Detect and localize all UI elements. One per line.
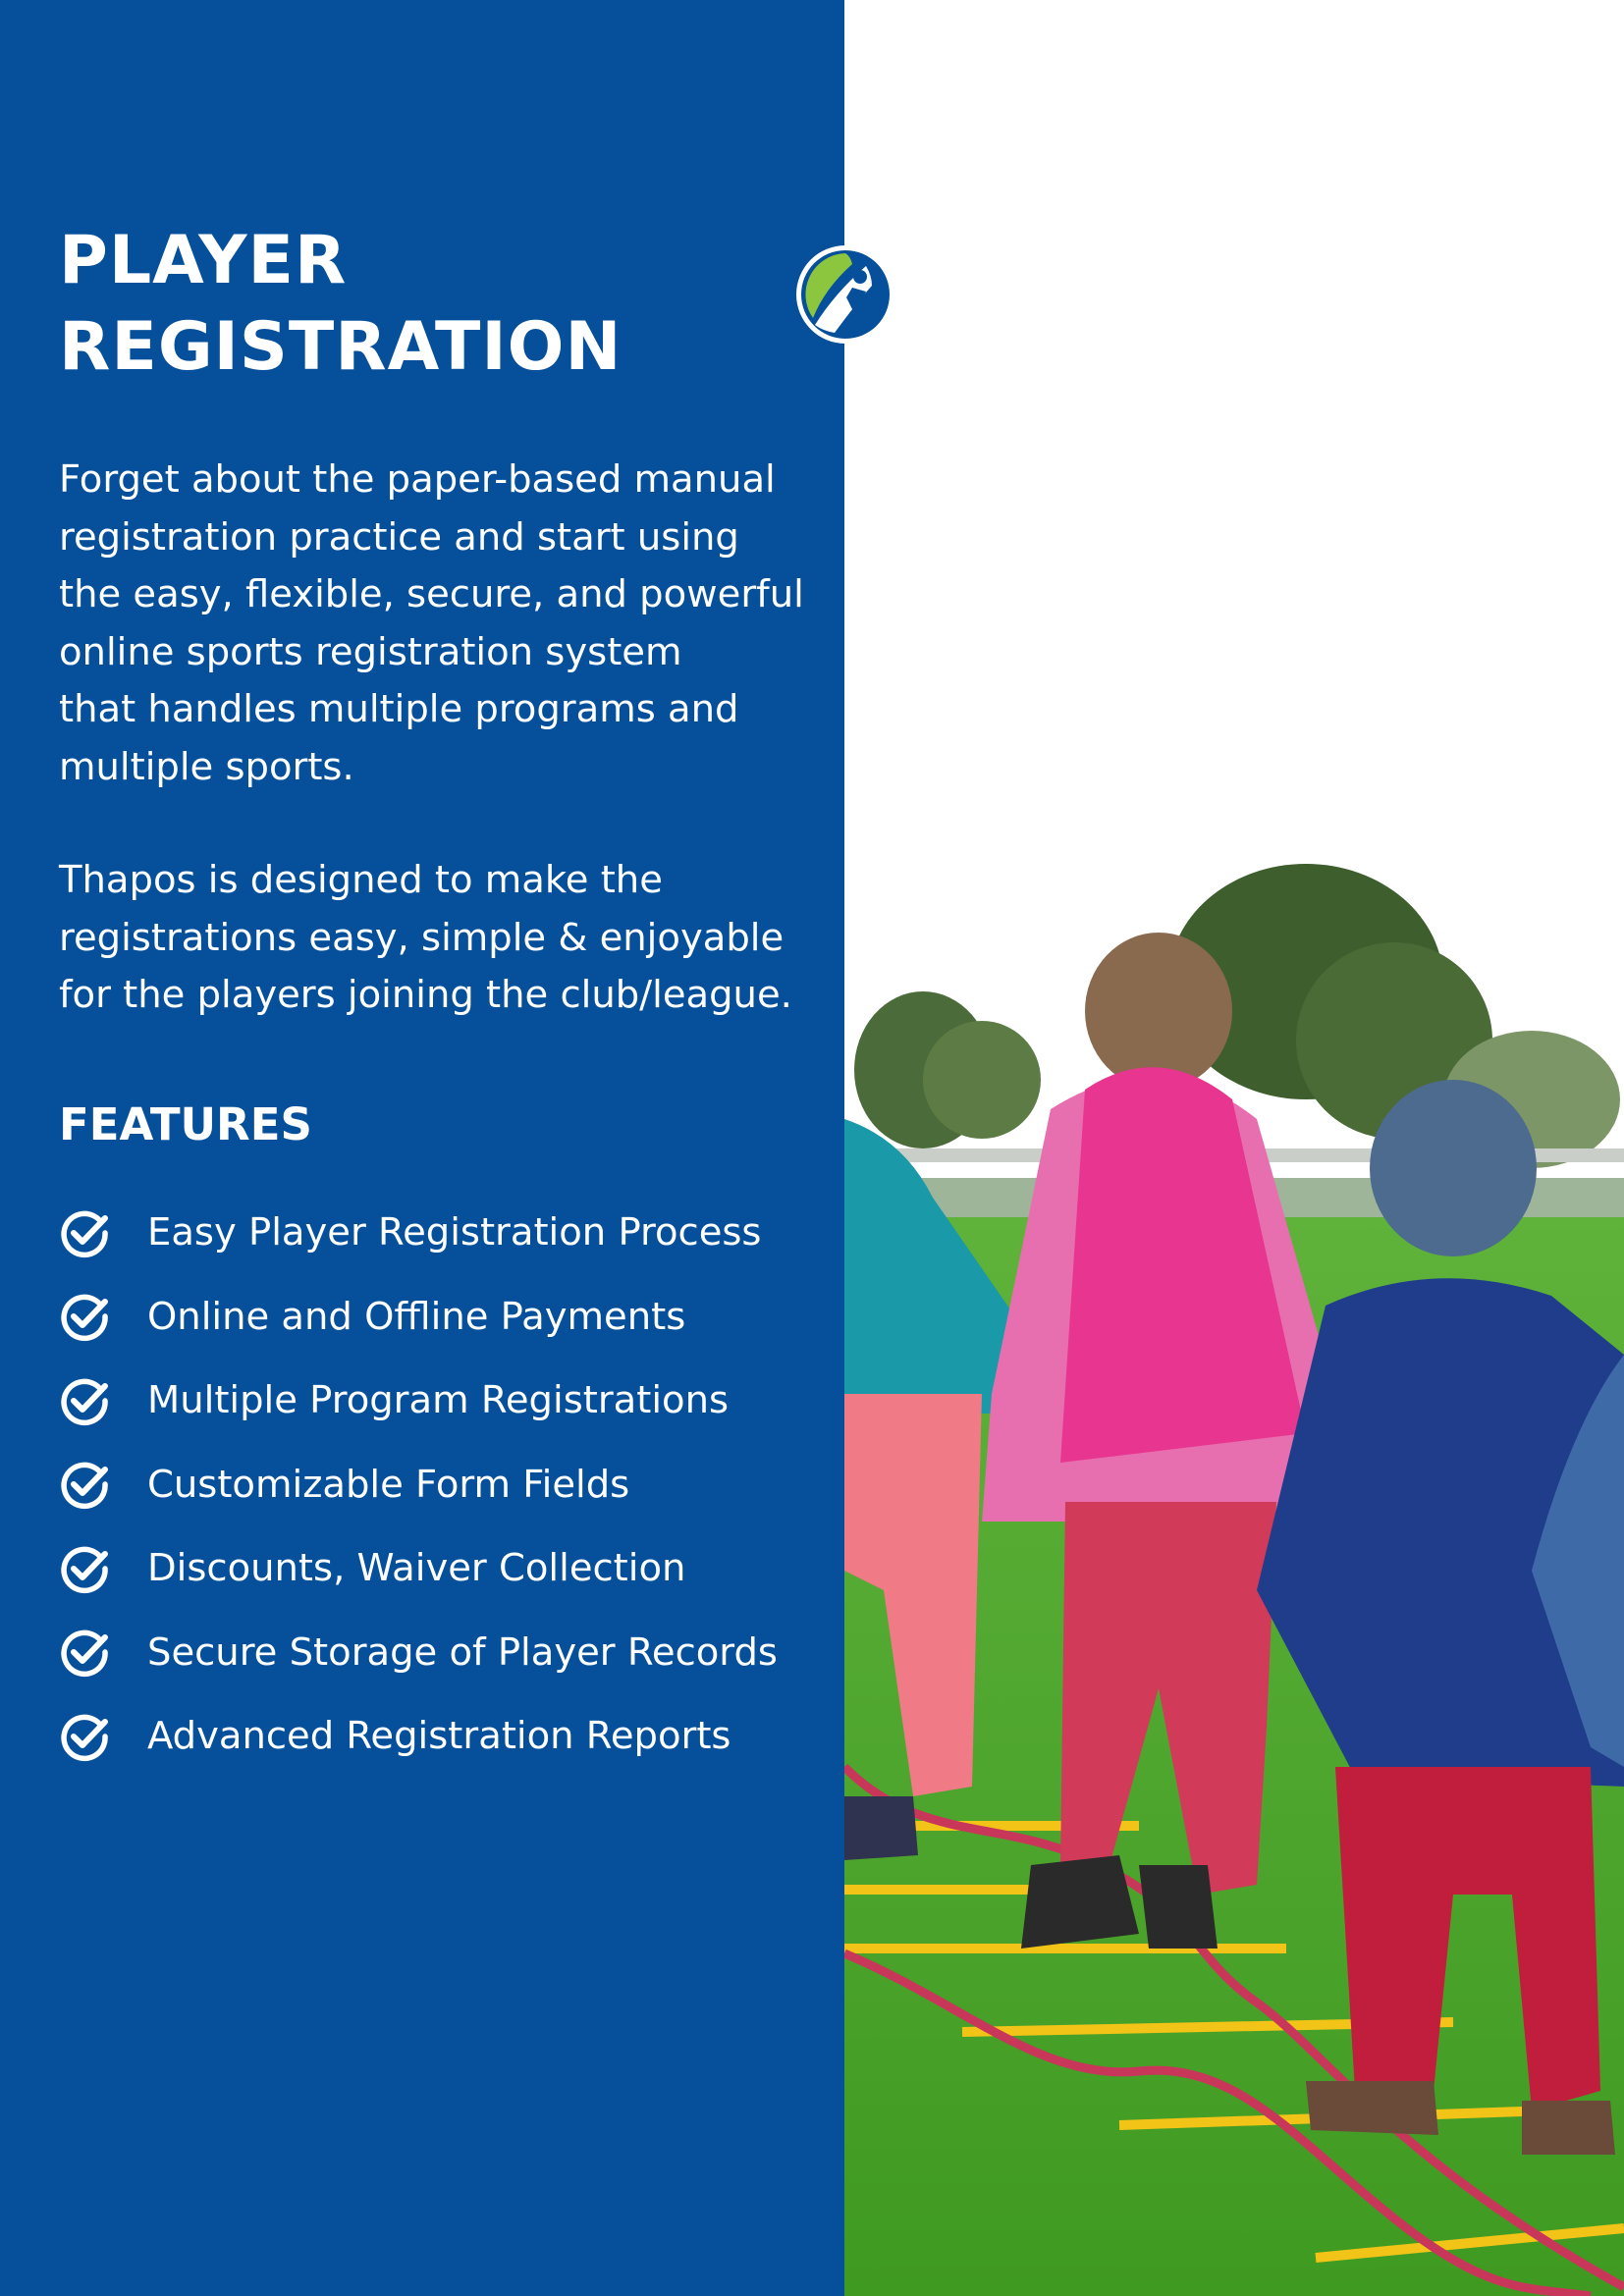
title-line: REGISTRATION xyxy=(59,308,623,386)
features-heading: FEATURES xyxy=(59,1098,312,1150)
feature-label: Customizable Form Fields xyxy=(147,1462,630,1507)
check-circle-icon xyxy=(59,1711,110,1762)
feature-item xyxy=(59,1275,778,1360)
intro-line: that handles multiple programs and xyxy=(59,687,739,731)
feature-item xyxy=(59,1526,778,1611)
check-circle-icon xyxy=(59,1291,110,1342)
intro-paragraph xyxy=(59,452,805,796)
feature-label: Easy Player Registration Process xyxy=(147,1210,762,1255)
description-line: for the players joining the club/league. xyxy=(59,973,792,1017)
feature-item xyxy=(59,1694,778,1779)
check-circle-icon xyxy=(59,1375,110,1426)
intro-line: the easy, flexible, secure, and powerful xyxy=(59,572,804,616)
feature-label: Advanced Registration Reports xyxy=(147,1714,731,1759)
intro-line: Forget about the paper-based manual xyxy=(59,457,776,502)
features-list xyxy=(59,1191,778,1779)
feature-label: Multiple Program Registrations xyxy=(147,1378,730,1423)
feature-item xyxy=(59,1611,778,1695)
feature-label: Secure Storage of Player Records xyxy=(147,1629,778,1675)
check-circle-icon xyxy=(59,1543,110,1594)
feature-label: Discounts, Waiver Collection xyxy=(147,1546,686,1591)
intro-line: online sports registration system xyxy=(59,629,682,674)
page-title xyxy=(59,218,622,391)
feature-item xyxy=(59,1191,778,1275)
check-circle-icon xyxy=(59,1627,110,1678)
description-line: registrations easy, simple & enjoyable xyxy=(59,915,785,960)
thapos-logo xyxy=(795,244,895,345)
hero-photo xyxy=(844,0,1624,2296)
description-line: Thapos is designed to make the xyxy=(59,858,663,902)
check-circle-icon xyxy=(59,1459,110,1510)
intro-line: multiple sports. xyxy=(59,744,354,789)
children-playing-illustration xyxy=(844,0,1624,2296)
check-circle-icon xyxy=(59,1207,110,1258)
description-paragraph xyxy=(59,852,805,1025)
feature-item xyxy=(59,1443,778,1527)
intro-line: registration practice and start using xyxy=(59,514,739,560)
feature-item xyxy=(59,1359,778,1443)
title-line: PLAYER xyxy=(59,222,348,299)
feature-label: Online and Offline Payments xyxy=(147,1294,686,1339)
